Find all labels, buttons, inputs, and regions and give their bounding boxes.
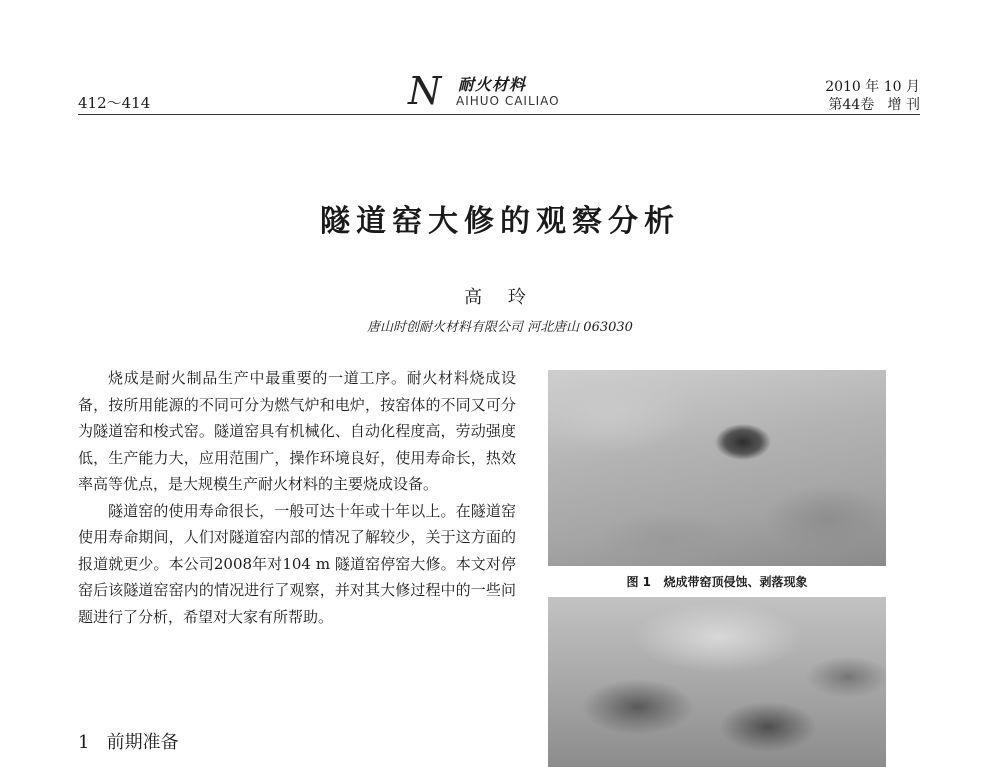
issue-volume: 第44卷 增 刊 [828,97,920,113]
article-title: 隧道窑大修的观察分析 [320,204,680,239]
journal-logo [408,70,578,114]
figure-1-caption: 图 1 烧成带窑顶侵蚀、剥落现象 [626,575,808,589]
paragraph-1: 烧成是耐火制品生产中最重要的一道工序。耐火材料烧成设备，按所用能源的不同可分为燃气炉和电炉，按窑体的不同又可分为隧道窑和梭式窑。隧道窑具有机械化、自动化程度高，劳动强度低，生产能力大，应用范围广，操作环境良好，使用寿命长，热效率高等优点，是大规模生产耐火材料的主要烧成设备。 [78,369,516,493]
author-affiliation: 唐山时创耐火材料有限公司 河北唐山 063030 [367,320,633,335]
author-name: 高 玲 [464,287,536,308]
issue-date: 2010 年 10 月 [825,79,920,95]
header-rule [78,114,920,115]
figure-2-photo [548,597,886,767]
journal-name-cn: 耐火材料 [458,75,527,94]
section-heading: 1 前期准备 [78,732,179,753]
journal-logo-initial: N [408,69,442,113]
page-range: 412～414 [78,94,151,112]
figure-1-photo [548,370,886,566]
body-text [78,365,516,630]
journal-name-en: AIHUO CAILIAO [456,94,560,108]
paragraph-2: 隧道窑的使用寿命很长，一般可达十年或十年以上。在隧道窑使用寿命期间，人们对隧道窑内部的情况了解较少，关于这方面的报道就更少。本公司2008年对104 m 隧道窑停窑大修。本文对停窑后该隧道窑窑内的情况进行了观察，并对其大修过程中的一些问题进行了分析，希望对大家有所帮助。 [78,501,516,626]
